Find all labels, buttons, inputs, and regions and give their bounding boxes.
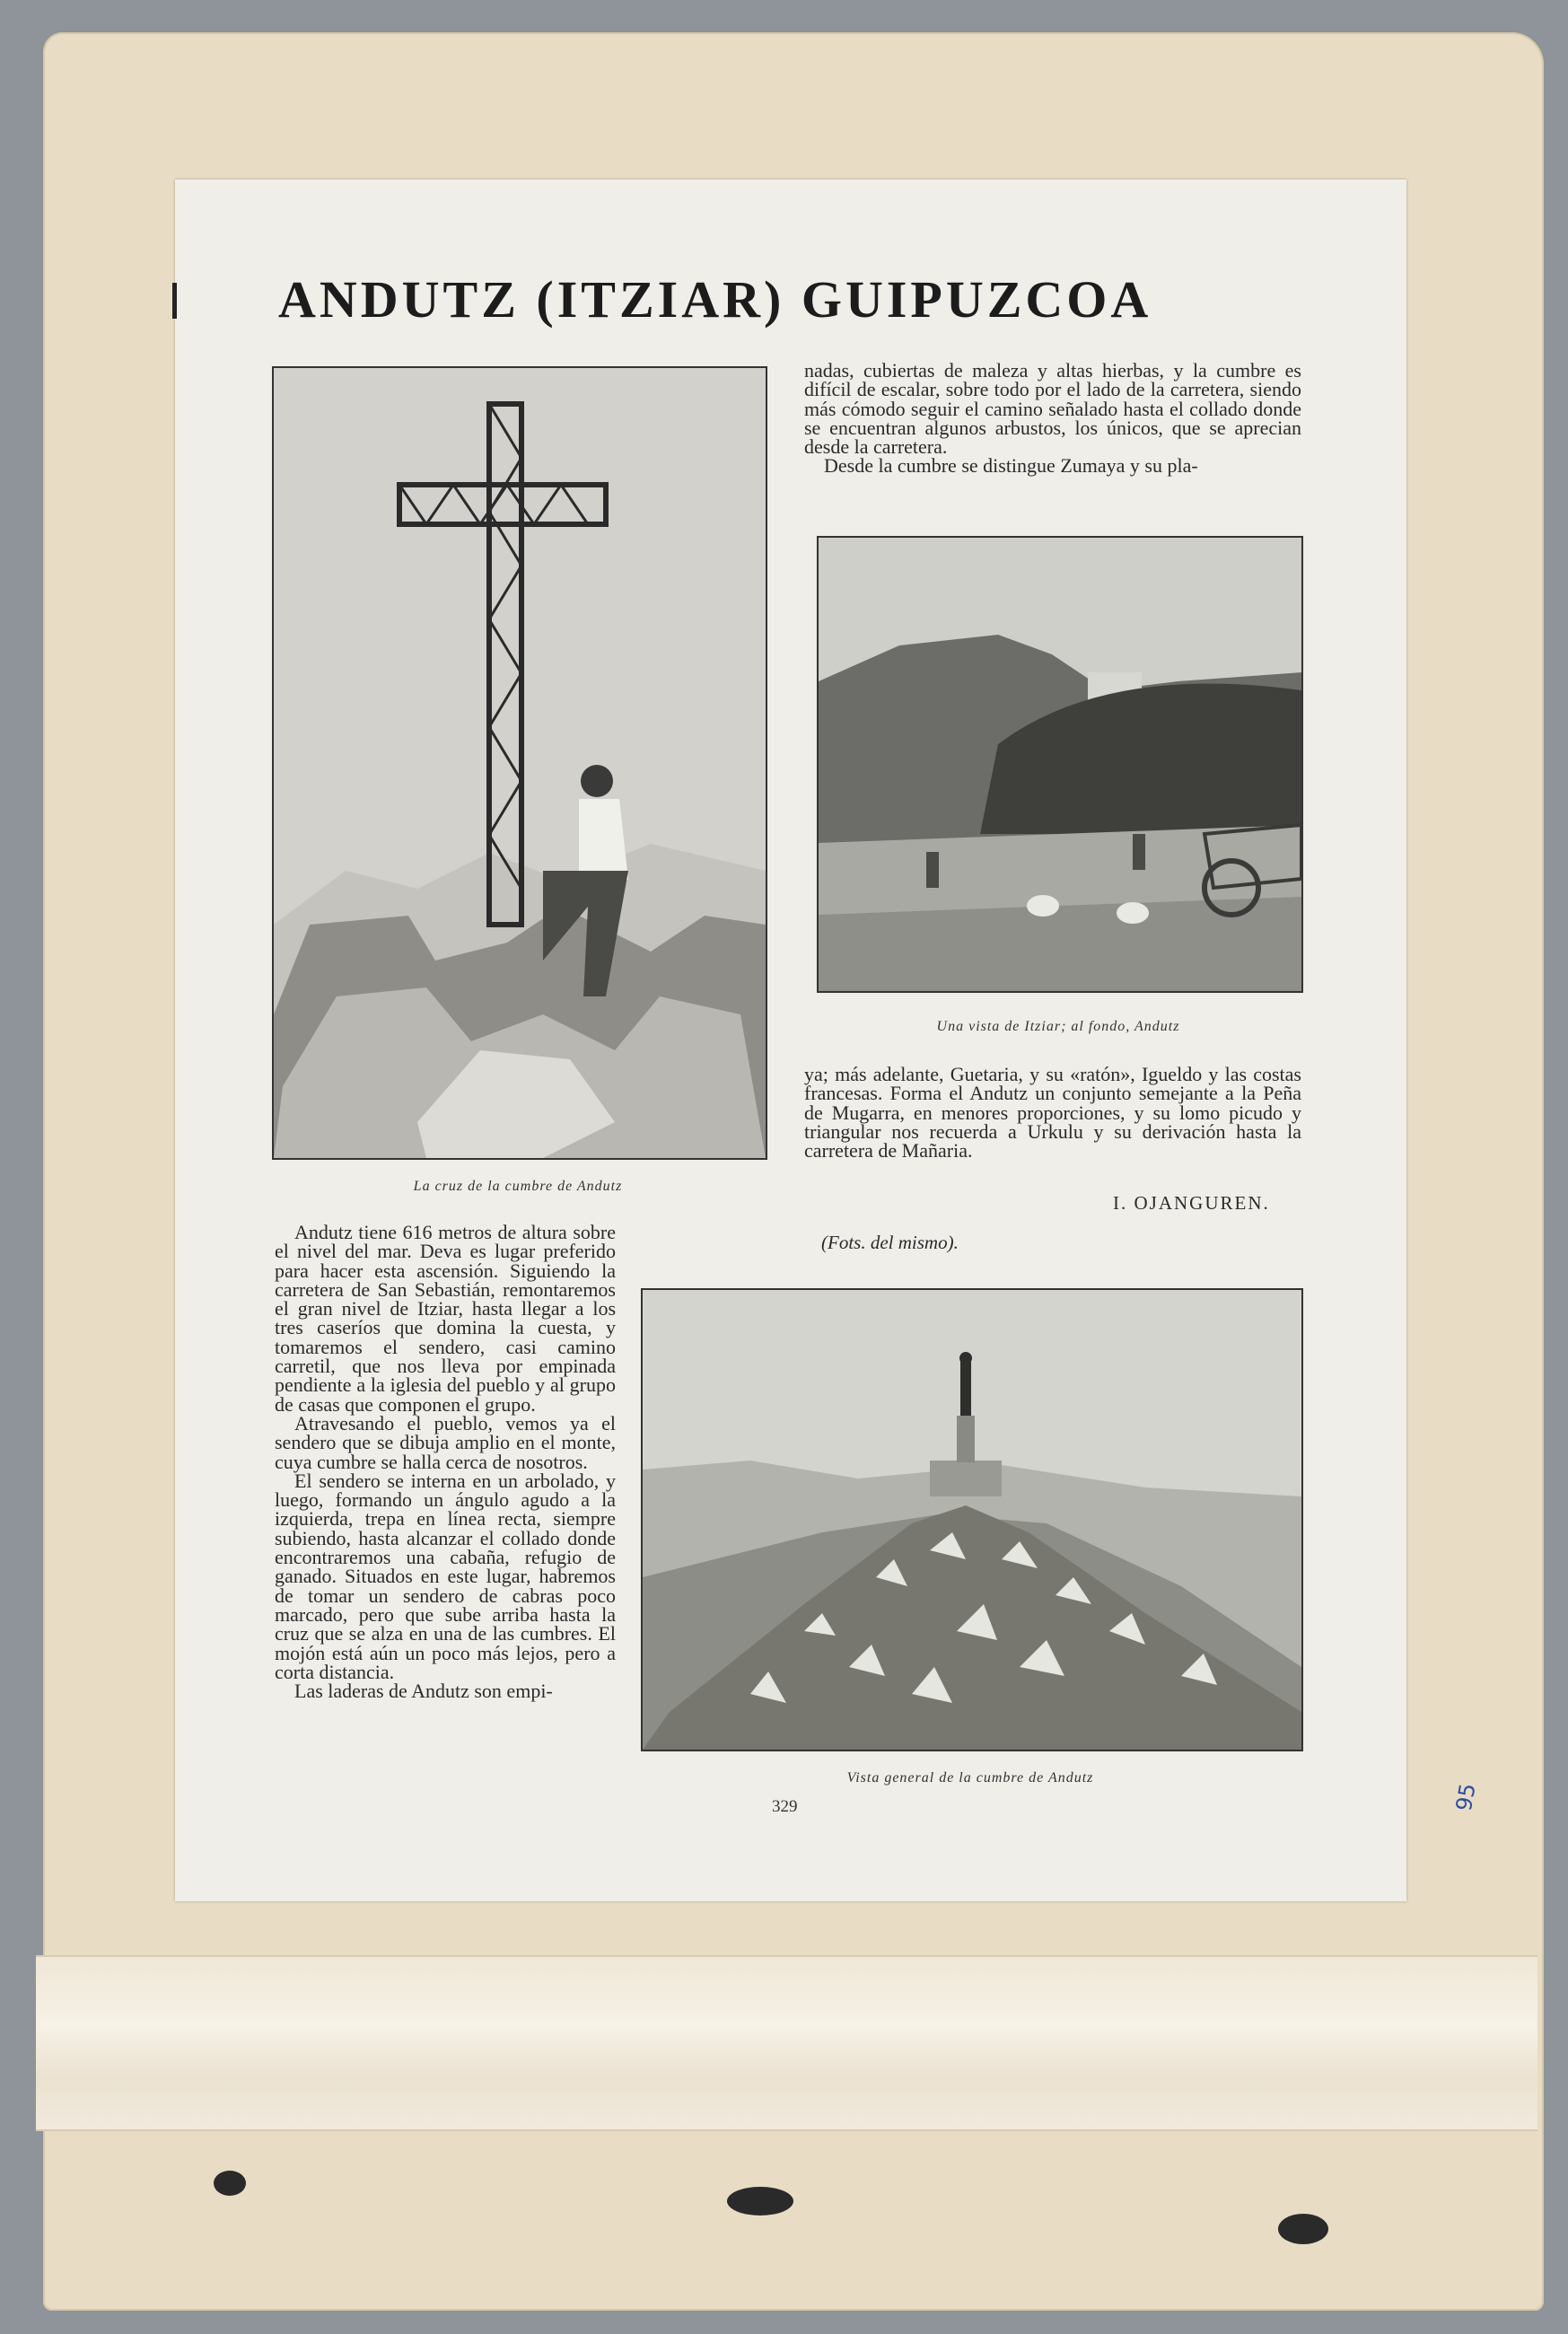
column2-mid-text (804, 1063, 1301, 1163)
photo-cross-summit (272, 366, 767, 1160)
paragraph: nadas, cubiertas de maleza y altas hierbas, y la cumbre es difícil de escalar, sobre todo por el lado de la carretera, siendo más cómodo seguir el camino señalado hasta el collado donde se encuentran algunos arbustos, los únicos, que se aprecian desde la carretera. (804, 359, 1301, 459)
caption-summit: Vista general de la cumbre de Andutz (846, 1770, 1094, 1786)
byline: I. OJANGUREN. (1113, 1192, 1270, 1214)
caption-cross: La cruz de la cumbre de Andutz (413, 1179, 623, 1194)
pencil-annotation: 95 (1450, 1781, 1481, 1813)
photo-credit: (Fots. del mismo). (821, 1232, 959, 1253)
paragraph: Desde la cumbre se distingue Zumaya y su pla- (824, 454, 1198, 478)
caption-village: Una vista de Itziar; al fondo, Andutz (936, 1019, 1180, 1034)
photo-itziar-village (817, 536, 1303, 993)
page-number: 329 (772, 1797, 798, 1816)
photo-summit-image (643, 1290, 1301, 1750)
paragraph: Atravesando el pueblo, vemos ya el sendero que se dibuja amplio en el monte, cuya cumbre se halla cerca de nosotros. (275, 1411, 616, 1473)
paragraph: El sendero se interna en un arbolado, y luego, formando un ángulo agudo a la izquierda, trepa en línea recta, siempre subiendo, hasta alcanzar el collado donde encontraremos una cabaña, refugio de ganado. Situados en este lugar, habremos de tomar un sendero de cabras poco marcado, pero que sube arriba hasta la cruz que se alza en una de las cumbres. El mojón está aún un poco más lejos, pero a corta distancia. (275, 1469, 616, 1683)
paragraph: Andutz tiene 616 metros de altura sobre el nivel del mar. Deva es lugar preferido para hacer esta ascensión. Siguiendo la carretera de San Sebastián, remontaremos el gran nivel de Itziar, hasta llegar a los tres caseríos que domina la cuesta, y tomaremos el sendero, casi camino carretil, que nos lleva por empinada pendiente a la iglesia del pueblo y al grupo de casas que componen el grupo. (275, 1221, 616, 1416)
linen-hinge-strip (36, 1955, 1537, 2131)
margin-mark (172, 283, 177, 319)
paragraph: ya; más adelante, Guetaria, y su «ratón», Igueldo y las costas francesas. Forma el Andutz un conjunto semejante a la Peña de Mugarra, en menores proporciones, y su lomo picudo y triangular nos recuerda a Urkulu y su derivación hasta la carretera de Mañaria. (804, 1063, 1301, 1163)
photo-summit-general (641, 1288, 1303, 1751)
article-title: ANDUTZ (ITZIAR) GUIPUZCOA (278, 270, 1152, 329)
photo-village-image (819, 538, 1301, 991)
binding-hole-center (727, 2187, 793, 2216)
photo-cross-image (274, 368, 766, 1158)
column2-top-text (804, 361, 1301, 476)
paragraph: Las laderas de Andutz son empi- (294, 1680, 553, 1703)
binding-hole-right (1278, 2214, 1328, 2244)
binding-hole-left (214, 2171, 246, 2196)
